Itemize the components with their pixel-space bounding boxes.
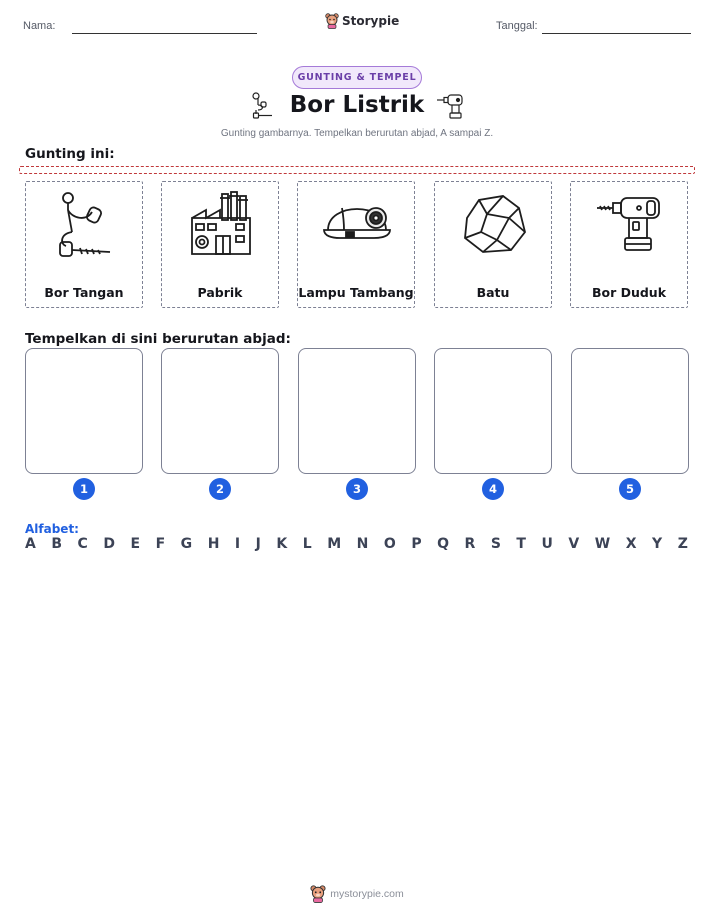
cut-card-bor-tangan[interactable] <box>25 181 143 308</box>
alphabet-label: Alfabet: <box>25 522 79 536</box>
alphabet-letter: D <box>103 536 115 552</box>
hand-drill-icon <box>50 188 120 264</box>
cut-card-lampu-tambang[interactable] <box>297 181 415 308</box>
bear-mascot-icon <box>310 885 326 903</box>
alphabet-letter: N <box>356 536 369 552</box>
paste-box-4[interactable] <box>434 348 552 474</box>
footer <box>0 885 714 903</box>
paste-box-1[interactable] <box>25 348 143 474</box>
alphabet-letter: H <box>207 536 220 552</box>
alphabet-letter: M <box>327 536 342 552</box>
alphabet-letter: W <box>594 536 611 552</box>
alphabet-letter: K <box>276 536 288 552</box>
number-badge-1: 1 <box>73 478 95 500</box>
date-label: Tanggal: <box>496 20 538 32</box>
name-line <box>72 33 257 34</box>
alphabet-letter: I <box>234 536 241 552</box>
instructions: Gunting gambarnya. Tempelkan berurutan abjad, A sampai Z. <box>220 128 494 139</box>
alphabet-letter: E <box>130 536 141 552</box>
alphabet-letter: A <box>25 536 36 552</box>
alphabet-row <box>25 536 688 552</box>
mining-helmet-icon <box>322 188 392 264</box>
alphabet-letter: L <box>302 536 312 552</box>
power-drill-icon <box>595 188 665 264</box>
number-badge-4: 4 <box>482 478 504 500</box>
alphabet-letter: B <box>51 536 63 552</box>
number-badge-5: 5 <box>619 478 641 500</box>
card-label: Lampu Tambang <box>298 285 414 300</box>
alphabet-letter: U <box>541 536 553 552</box>
activity-badge: GUNTING & TEMPEL <box>292 66 422 89</box>
factory-icon <box>186 188 256 264</box>
bear-mascot-icon <box>325 13 339 29</box>
alphabet-letter: Q <box>437 536 449 552</box>
paste-box-5[interactable] <box>571 348 689 474</box>
alphabet-letter: Z <box>677 536 688 552</box>
rock-icon <box>459 188 529 264</box>
alphabet-letter: P <box>411 536 422 552</box>
cut-card-bor-duduk[interactable] <box>570 181 688 308</box>
card-label: Pabrik <box>197 285 243 300</box>
alphabet-letter: Y <box>652 536 663 552</box>
alphabet-letter: C <box>77 536 88 552</box>
card-label: Bor Duduk <box>591 285 667 300</box>
power-drill-icon <box>436 92 466 124</box>
paste-box-2[interactable] <box>161 348 279 474</box>
brand-name: Storypie <box>342 14 400 28</box>
paste-box-3[interactable] <box>298 348 416 474</box>
card-label: Bor Tangan <box>44 285 124 300</box>
number-badge-3: 3 <box>346 478 368 500</box>
alphabet-letter: R <box>464 536 476 552</box>
paste-section-label: Tempelkan di sini berurutan abjad: <box>25 331 291 347</box>
alphabet-letter: S <box>490 536 501 552</box>
date-line <box>542 33 691 34</box>
alphabet-letter: X <box>625 536 637 552</box>
brand-logo <box>325 13 399 29</box>
footer-url[interactable]: mystorypie.com <box>330 888 404 900</box>
cut-card-pabrik[interactable] <box>161 181 279 308</box>
cut-line <box>19 166 695 174</box>
alphabet-letter: G <box>180 536 193 552</box>
card-label: Batu <box>476 285 510 300</box>
number-badge-2: 2 <box>209 478 231 500</box>
worksheet-title: Bor Listrik <box>289 92 425 118</box>
alphabet-letter: V <box>568 536 580 552</box>
alphabet-letter: J <box>255 536 261 552</box>
cut-section-label: Gunting ini: <box>25 146 115 162</box>
alphabet-letter: T <box>516 536 526 552</box>
cut-card-batu[interactable] <box>434 181 552 308</box>
name-label: Nama: <box>23 20 56 32</box>
alphabet-letter: F <box>155 536 166 552</box>
alphabet-letter: O <box>383 536 396 552</box>
